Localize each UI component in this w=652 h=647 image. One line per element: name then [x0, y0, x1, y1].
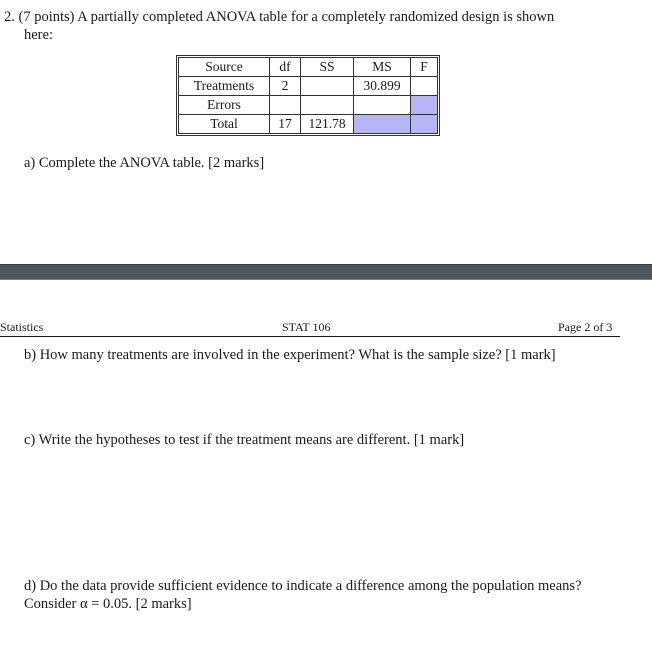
page-header-center: STAT 106	[282, 320, 331, 334]
cell-df: 17	[270, 115, 301, 133]
cell-df	[270, 96, 301, 115]
cell-f-shaded	[411, 96, 437, 115]
table-row	[179, 115, 437, 133]
question-2-line1: 2. (7 points) A partially completed ANOVA table for a completely randomized design is shown	[4, 9, 555, 25]
cell-ms: 30.899	[354, 77, 411, 96]
header-source: Source	[179, 58, 270, 77]
header-df: df	[270, 58, 301, 77]
cell-f-shaded	[411, 115, 437, 133]
cell-ss: 121.78	[301, 115, 354, 133]
cell-df: 2	[270, 77, 301, 96]
cell-ss	[301, 96, 354, 115]
table-row	[179, 96, 437, 115]
cell-ms-shaded	[354, 115, 411, 133]
header-rule	[0, 336, 620, 337]
header-ms: MS	[354, 58, 411, 77]
part-c-text: c) Write the hypotheses to test if the treatment means are different. [1 mark]	[24, 432, 465, 448]
cell-f	[411, 77, 437, 96]
cell-source: Total	[179, 115, 270, 133]
question-2-text	[4, 8, 554, 44]
header-f: F	[411, 58, 437, 77]
anova-header-row	[179, 58, 437, 77]
question-2-line2: here:	[24, 27, 53, 43]
cell-source: Treatments	[179, 77, 270, 96]
page-header-left: Statistics	[0, 320, 44, 334]
anova-table	[176, 55, 440, 136]
page-separator-bar	[0, 264, 652, 280]
table-row	[179, 77, 437, 96]
part-d-line1: d) Do the data provide sufficient evidence to indicate a difference among the population means?	[24, 578, 582, 594]
cell-ss	[301, 77, 354, 96]
part-d-text	[24, 577, 582, 613]
part-b-text: b) How many treatments are involved in the experiment? What is the sample size? [1 mark]	[24, 347, 556, 363]
cell-ms	[354, 96, 411, 115]
header-ss: SS	[301, 58, 354, 77]
part-d-line2: Consider α = 0.05. [2 marks]	[24, 596, 192, 612]
cell-source: Errors	[179, 96, 270, 115]
page-header-right: Page 2 of 3	[558, 320, 613, 334]
part-a-text: a) Complete the ANOVA table. [2 marks]	[24, 155, 265, 171]
